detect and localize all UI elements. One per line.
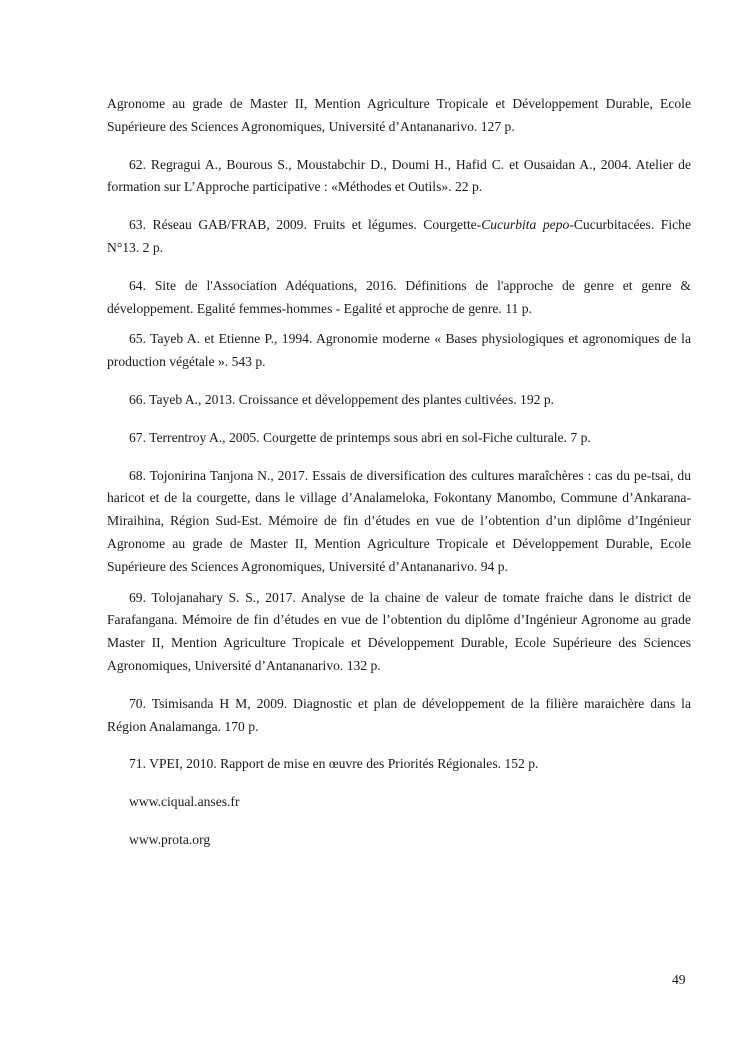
reference-66: 66. Tayeb A., 2013. Croissance et développement des plantes cultivées. 192 p. (129, 391, 555, 407)
reference-71: 71. VPEI, 2010. Rapport de mise en œuvre des Priorités Régionales. 152 p. (129, 756, 539, 772)
reference-68: 68. Tojonirina Tanjona N., 2017. Essais de diversification des cultures maraîchères : cas du pe-tsai, du haricot et de la courgette, dans le village d’Analameloka, Fokontany Manombo, Commune d’Ankarana-Miraihina, Région Sud-Est. Mémoire de fin d’études en vue de l’obtention d’un diplôme d’Ingénieur Agronome au grade de Master II, Mention Agriculture Tropicale et Développement Durable, Ecole Supérieure des Sciences Agronomiques, Université d’Antananarivo. 94 p. (107, 467, 691, 574)
reference-64: 64. Site de l'Association Adéquations, 2016. Définitions de l'approche de genre et genre & développement. Egalité femmes-hommes - Egalité et approche de genre. 11 p. (107, 277, 691, 316)
reference-63 (107, 214, 691, 260)
link-ciqual[interactable]: www.ciqual.anses.fr (129, 794, 240, 810)
reference-62: 62. Regragui A., Bourous S., Moustabchir D., Doumi H., Hafid C. et Ousaidan A., 2004. Atelier de formation sur L’Approche participative : «Méthodes et Outils». 22 p. (107, 156, 691, 195)
reference-70: 70. Tsimisanda H M, 2009. Diagnostic et plan de développement de la filière maraichère dans la Région Analamanga. 170 p. (107, 695, 691, 734)
reference-65: 65. Tayeb A. et Etienne P., 1994. Agronomie moderne « Bases physiologiques et agronomiques de la production végétale ». 543 p. (107, 331, 691, 370)
reference-63-text-after: -Cucurbitacées. Fiche N°13. 2 p. (107, 217, 691, 255)
page-number: 49 (672, 972, 686, 987)
reference-63-text-before: 63. Réseau GAB/FRAB, 2009. Fruits et légumes. Courgette- (129, 217, 482, 233)
reference-63-species-name: Cucurbita pepo (481, 217, 570, 233)
reference-61-continuation: Agronome au grade de Master II, Mention Agriculture Tropicale et Développement Durable, Ecole Supérieure des Sciences Agronomiques, Université d’Antananarivo. 127 p. (107, 96, 691, 134)
reference-69: 69. Tolojanahary S. S., 2017. Analyse de la chaine de valeur de tomate fraiche dans le district de Farafangana. Mémoire de fin d’études en vue de l’obtention du diplôme d’Ingénieur Agronome au grade Master II, Mention Agriculture Tropicale et Développement Durable, Ecole Supérieure des Sciences Agronomiques, Université d’Antananarivo. 132 p. (107, 589, 691, 673)
reference-list (107, 93, 691, 867)
link-prota[interactable]: www.prota.org (129, 831, 211, 847)
reference-67: 67. Terrentroy A., 2005. Courgette de printemps sous abri en sol-Fiche culturale. 7 p. (129, 429, 591, 445)
